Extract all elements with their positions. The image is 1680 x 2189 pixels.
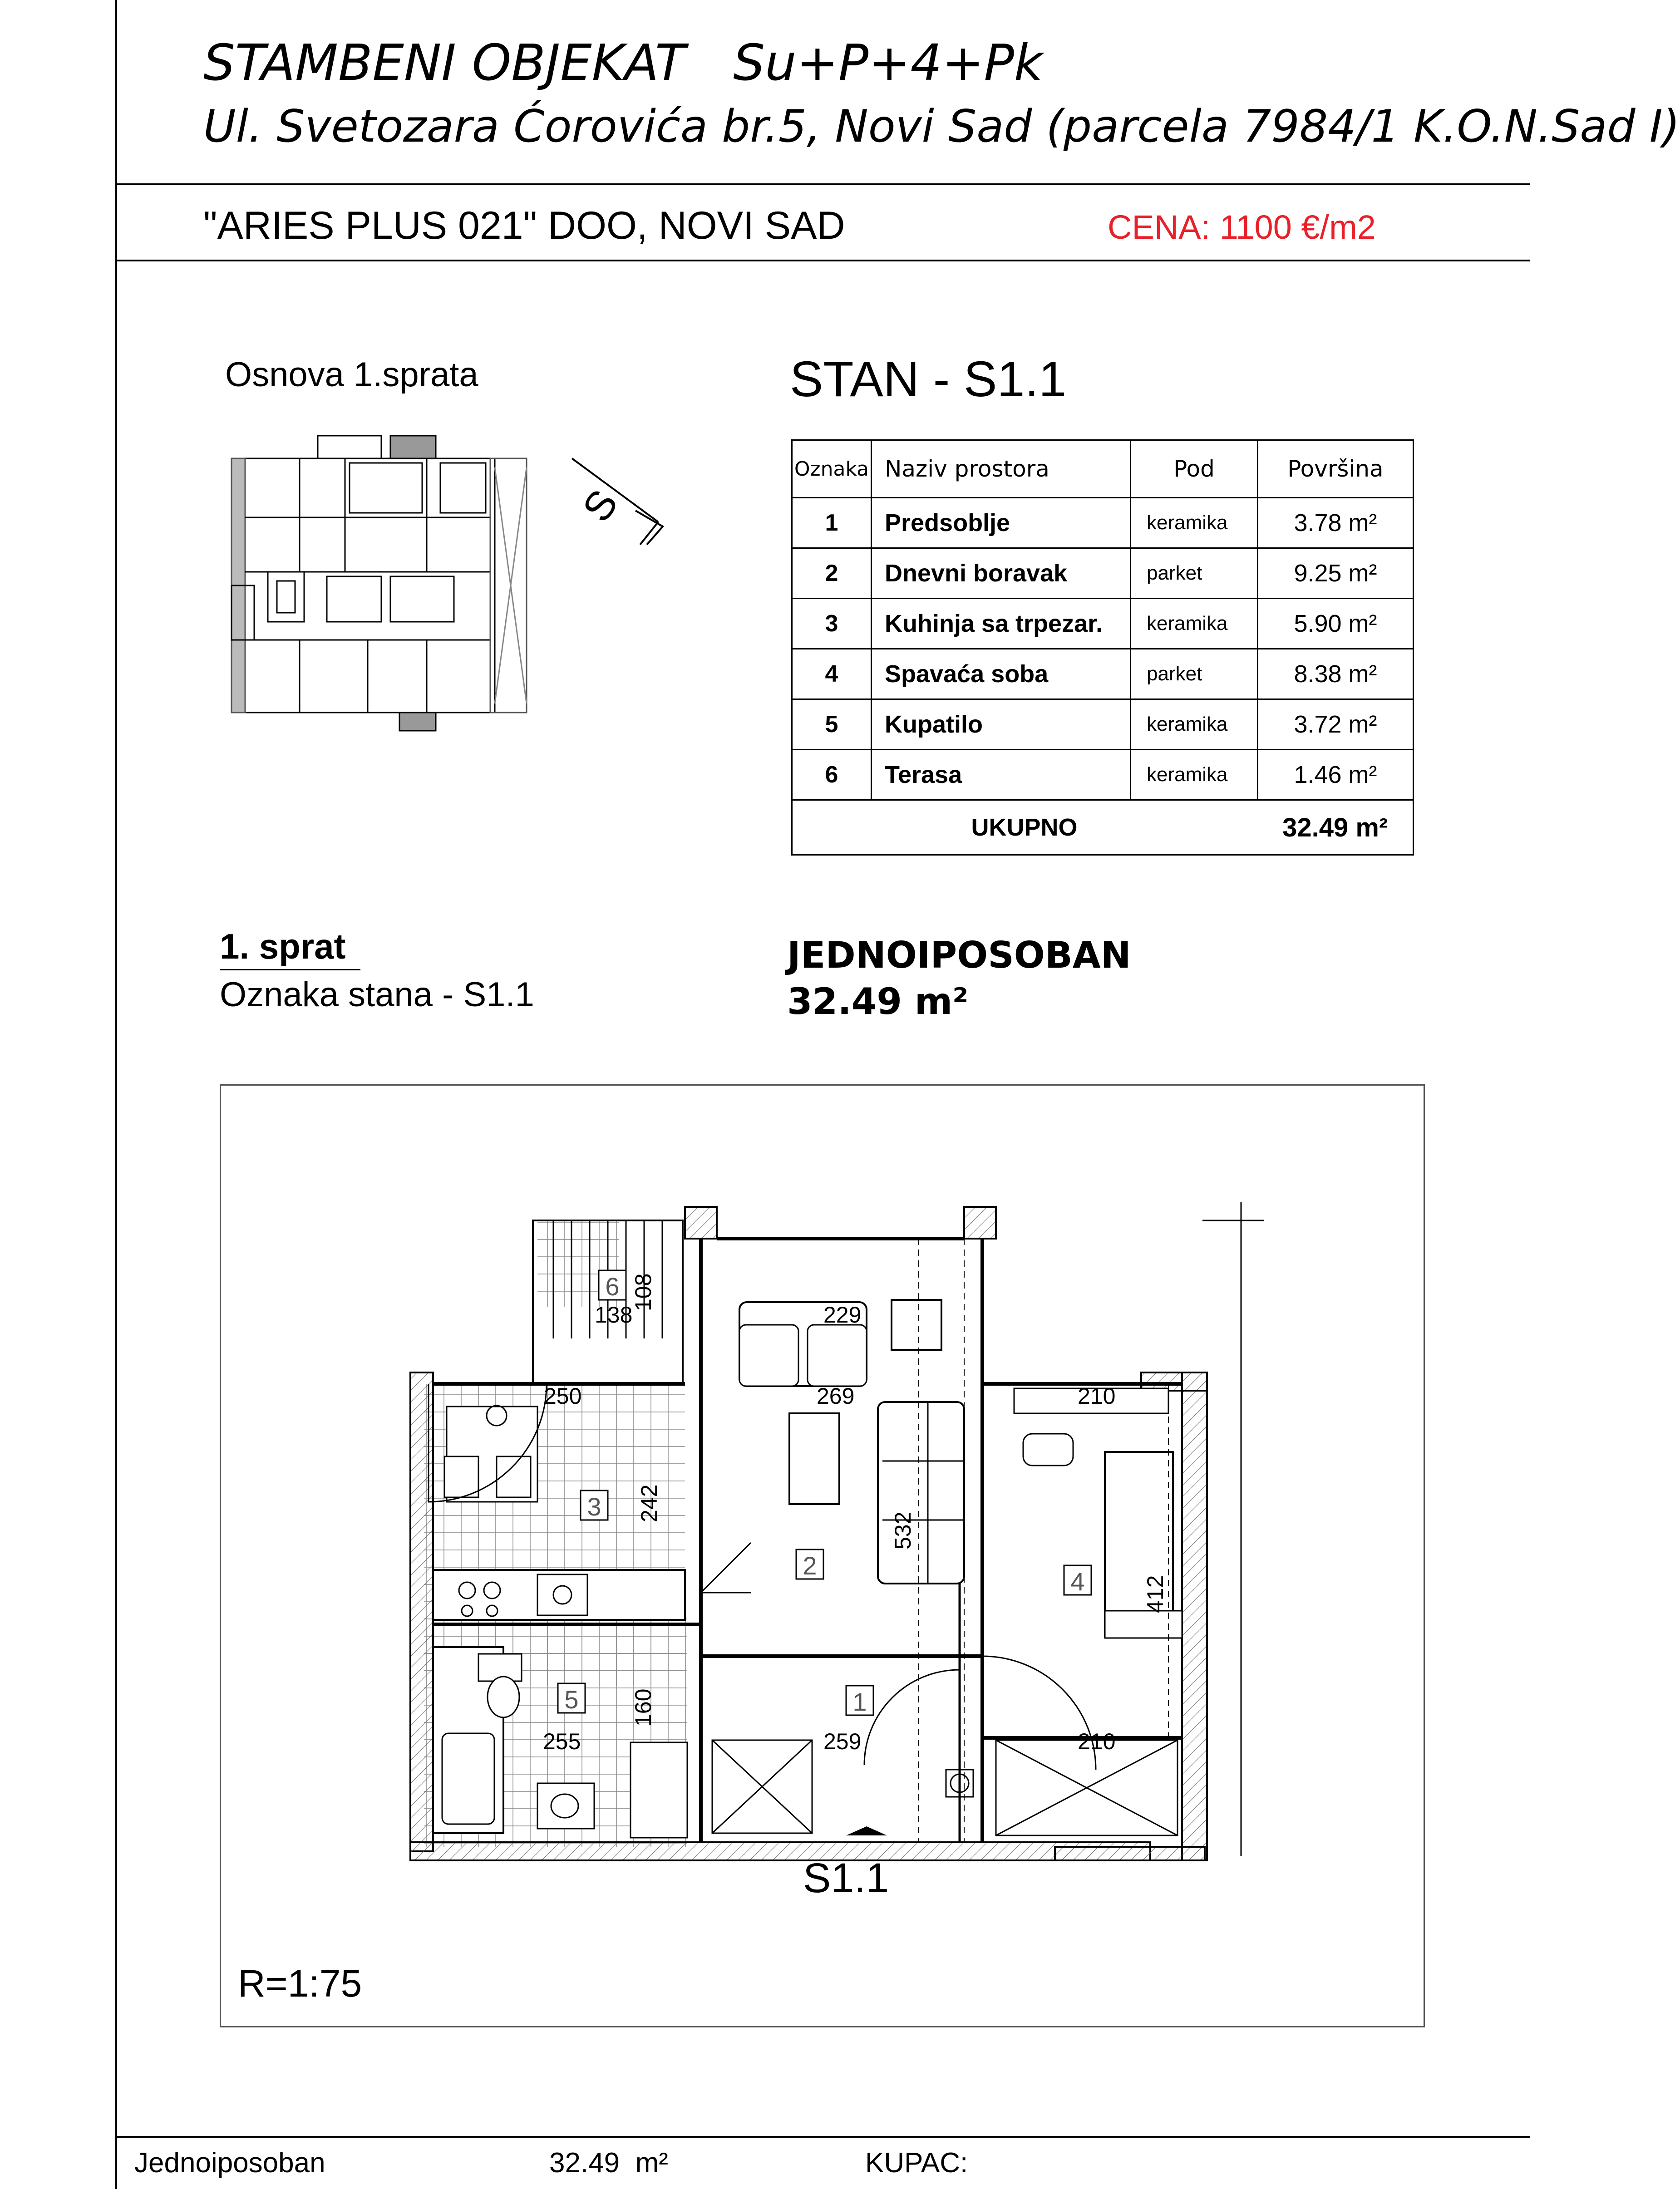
dim-242: 242 bbox=[636, 1484, 662, 1522]
footer-type: Jednoiposoban bbox=[134, 2147, 325, 2179]
header-divider-1 bbox=[115, 183, 1530, 185]
rooms-table-header bbox=[792, 440, 1414, 498]
floor-label: 1. sprat bbox=[220, 926, 360, 970]
room-floor: keramika bbox=[1131, 498, 1258, 548]
apartment-area: 32.49 m² bbox=[787, 980, 969, 1023]
col-pod: Pod bbox=[1131, 440, 1258, 498]
table-row bbox=[792, 750, 1414, 800]
dim-412: 412 bbox=[1143, 1575, 1168, 1613]
room-area: 3.72 m² bbox=[1258, 699, 1414, 750]
room-num: 2 bbox=[792, 548, 872, 599]
room-area: 9.25 m² bbox=[1258, 548, 1414, 599]
room-num: 4 bbox=[792, 649, 872, 699]
dim-259: 259 bbox=[823, 1729, 862, 1754]
room-area: 3.78 m² bbox=[1258, 498, 1414, 548]
unit-marker: S1.1 bbox=[803, 1855, 889, 1901]
apartment-floor-plan bbox=[220, 1084, 1425, 2027]
footer-area: 32.49 m² bbox=[549, 2147, 668, 2179]
building-title: STAMBENI OBJEKAT Su+P+4+Pk bbox=[203, 34, 1043, 92]
dim-160: 160 bbox=[631, 1688, 656, 1727]
dim-229: 229 bbox=[823, 1302, 862, 1328]
table-row bbox=[792, 548, 1414, 599]
north-label: S bbox=[574, 482, 627, 530]
buyer-label: KUPAC: bbox=[865, 2147, 968, 2179]
dim-138: 138 bbox=[595, 1302, 633, 1328]
dim-532: 532 bbox=[890, 1511, 916, 1550]
room-number-1: 1 bbox=[852, 1687, 867, 1716]
apartment-title: STAN - S1.1 bbox=[790, 351, 1067, 407]
room-number-3: 3 bbox=[587, 1492, 601, 1521]
room-floor: parket bbox=[1131, 548, 1258, 599]
room-num: 3 bbox=[792, 599, 872, 649]
header-divider-2 bbox=[115, 260, 1530, 261]
room-num: 6 bbox=[792, 750, 872, 800]
dim-269: 269 bbox=[817, 1383, 855, 1409]
table-row bbox=[792, 599, 1414, 649]
dim-108: 108 bbox=[631, 1273, 656, 1311]
floor-overview-label: Osnova 1.sprata bbox=[225, 355, 478, 394]
col-povrsina: Površina bbox=[1258, 440, 1414, 498]
room-name: Kupatilo bbox=[872, 699, 1131, 750]
room-name: Dnevni boravak bbox=[872, 548, 1131, 599]
company-name: "ARIES PLUS 021" DOO, NOVI SAD bbox=[203, 204, 845, 247]
footer-divider bbox=[115, 2136, 1530, 2138]
table-total-row bbox=[792, 800, 1414, 855]
col-oznaka: Oznaka bbox=[792, 440, 872, 498]
dim-250: 250 bbox=[544, 1383, 582, 1409]
plan-scale: R=1:75 bbox=[238, 1962, 362, 2005]
total-area: 32.49 m² bbox=[1258, 800, 1414, 855]
table-row bbox=[792, 649, 1414, 699]
building-address: Ul. Svetozara Ćorovića br.5, Novi Sad (parcela 7984/1 K.O.N.Sad I) bbox=[203, 101, 1680, 152]
room-name: Predsoblje bbox=[872, 498, 1131, 548]
unit-label: Oznaka stana - S1.1 bbox=[220, 975, 534, 1014]
room-number-4: 4 bbox=[1070, 1567, 1085, 1596]
room-floor: keramika bbox=[1131, 599, 1258, 649]
room-number-2: 2 bbox=[803, 1551, 817, 1580]
dim-210-top: 210 bbox=[1078, 1383, 1116, 1409]
room-area: 5.90 m² bbox=[1258, 599, 1414, 649]
table-row bbox=[792, 498, 1414, 548]
room-name: Spavaća soba bbox=[872, 649, 1131, 699]
col-naziv: Naziv prostora bbox=[872, 440, 1131, 498]
room-number-6: 6 bbox=[605, 1272, 620, 1301]
rooms-table bbox=[791, 439, 1414, 856]
room-floor: keramika bbox=[1131, 750, 1258, 800]
room-name: Kuhinja sa trpezar. bbox=[872, 599, 1131, 649]
room-area: 1.46 m² bbox=[1258, 750, 1414, 800]
room-num: 5 bbox=[792, 699, 872, 750]
room-num: 1 bbox=[792, 498, 872, 548]
dim-210-bottom: 210 bbox=[1078, 1729, 1116, 1754]
north-arrow-icon bbox=[567, 454, 676, 554]
price-label: CENA: 1100 €/m2 bbox=[1108, 208, 1376, 246]
apartment-type: JEDNOIPOSOBAN bbox=[787, 934, 1131, 976]
dim-255: 255 bbox=[543, 1729, 581, 1754]
table-row bbox=[792, 699, 1414, 750]
room-name: Terasa bbox=[872, 750, 1131, 800]
room-area: 8.38 m² bbox=[1258, 649, 1414, 699]
total-label: UKUPNO bbox=[872, 800, 1258, 855]
room-floor: keramika bbox=[1131, 699, 1258, 750]
room-number-5: 5 bbox=[564, 1685, 579, 1714]
room-floor: parket bbox=[1131, 649, 1258, 699]
floor-overview-plan bbox=[227, 422, 545, 740]
